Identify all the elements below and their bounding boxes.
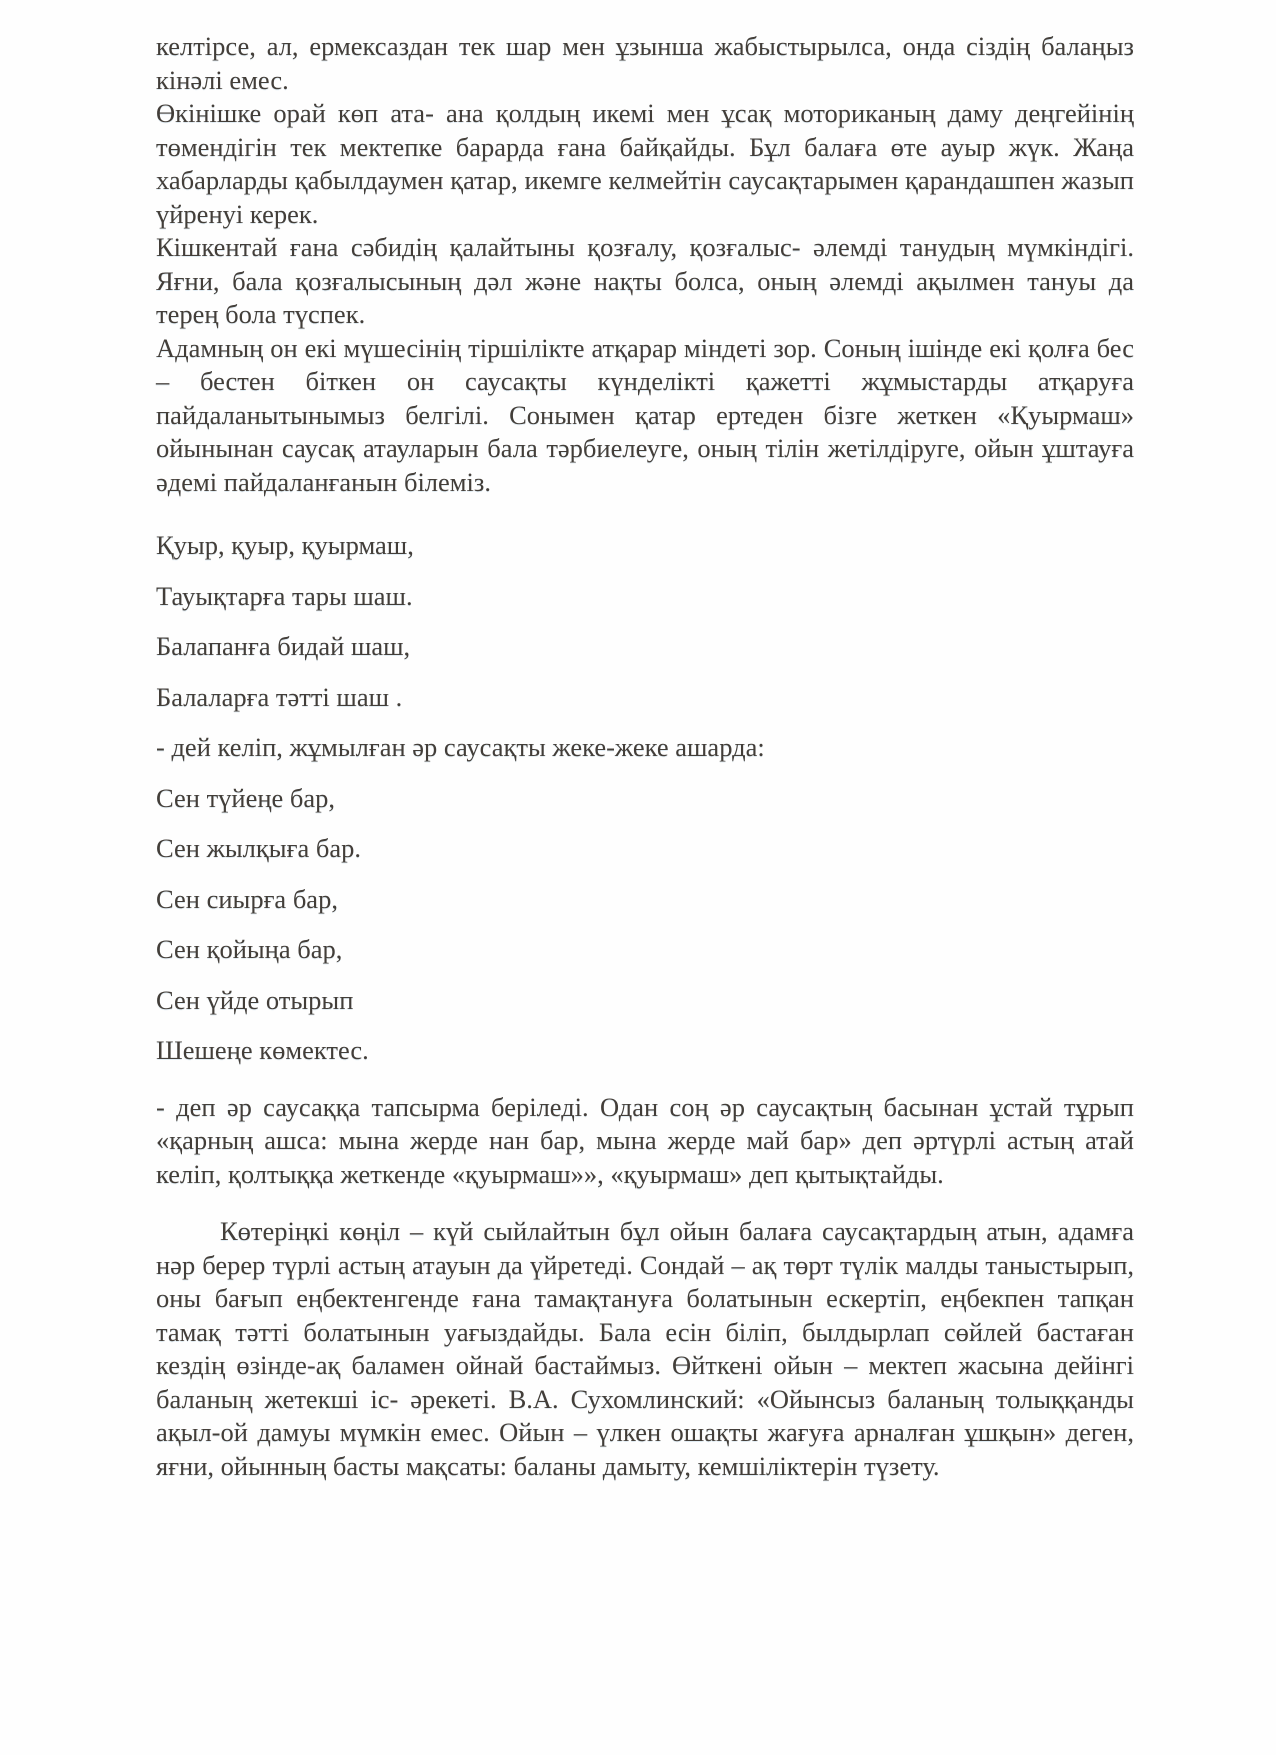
paragraph: - деп әр саусаққа тапсырма беріледі. Одан соң әр саусақтың басынан ұстай тұрып «қарның ашса: мына жерде нан бар, мына жерде май бар» деп әртүрлі астың атай келіп, қолтыққа жеткенде «қуырмаш»», «қуырмаш» деп қытықтайды. [156,1091,1134,1189]
verse-line: Шешеңе көмектес. [156,1035,369,1065]
page-content [156,30,1134,1483]
verse-line: Сен түйеңе бар, [156,782,336,813]
verse-line: Тауықтарға тары шаш. [156,580,413,611]
paragraph: Өкінішке орай көп ата- ана қолдың икемі мен ұсақ моториканың даму деңгейінің төмендігін тек мектепке барарда ғана байқайды. Бұл балаға өте ауыр жүк. Жаңа хабарларды қабылдаумен қатар, икемге келмейтін саусақтарымен қарандашпен жазып үйренуі керек. [156,98,1134,229]
paragraph-continuation: келтірсе, ал, ермексаздан тек шар мен ұзынша жабыстырылса, онда сіздің балаңыз кінәлі емес. [156,31,1134,95]
verse-line: Сен қойыңа бар, [156,934,343,964]
verse-line: Балапанға бидай шаш, [156,631,411,661]
verse-line: Сен жылқыға бар. [156,833,361,863]
verse-line: Балаларға тәтті шаш . [156,681,403,712]
verse-line: Сен үйде отырып [156,984,354,1015]
verse-line: Қуыр, қуыр, қуырмаш, [156,530,414,560]
verse-intro-line: - дей келіп, жұмылған әр саусақты жеке-жеке ашарда: [156,732,765,762]
paragraph: Адамның он екі мүшесінің тіршілікте атқарар міндеті зор. Соның ішінде екі қолға бес – бестен біткен он саусақты күнделікті қажетті жұмыстарды атқаруға пайдаланытынымыз белгілі. Сонымен қатар ертеден бізге жеткен «Қуырмаш» ойынынан саусақ атауларын бала тәрбиелеуге, оның тілін жетілдіруге, ойын ұштауға әдемі пайдаланғанын білеміз. [156,332,1134,497]
verse-line: Сен сиырға бар, [156,883,338,914]
paragraph: Кішкентай ғана сәбидің қалайтыны қозғалу, қозғалыс- әлемді танудың мүмкіндігі. Яғни, бала қозғалысының дәл және нақты болса, оның әлемді ақылмен тануы да терең бола түспек. [156,232,1134,329]
paragraph-final: Көтеріңкі көңіл – күй сыйлайтын бұл ойын балаға саусақтардың атын, адамға нәр берер түрлі астың атауын да үйретеді. Сондай – ақ төрт түлік малды таныстырып, оны бағып еңбектенгенде ғана тамақтануға болатынын ескертіп, еңбекпен тапқан тамақ тәтті болатынын уағыздайды. Бала есін біліп, былдырлап сөйлей бастаған кездің өзінде-ақ баламен ойнай бастаймыз. Өйткені ойын – мектеп жасына дейінгі баланың жетекші іс- әрекеті. В.А. Сухомлинский: «Ойынсыз баланың толыққанды ақыл-ой дамуы мүмкін емес. Ойын – үлкен ошақты жағуға арналған ұшқын» деген, яғни, ойынның басты мақсаты: баланы дамыту, кемшіліктерін түзету. [156,1216,1134,1481]
